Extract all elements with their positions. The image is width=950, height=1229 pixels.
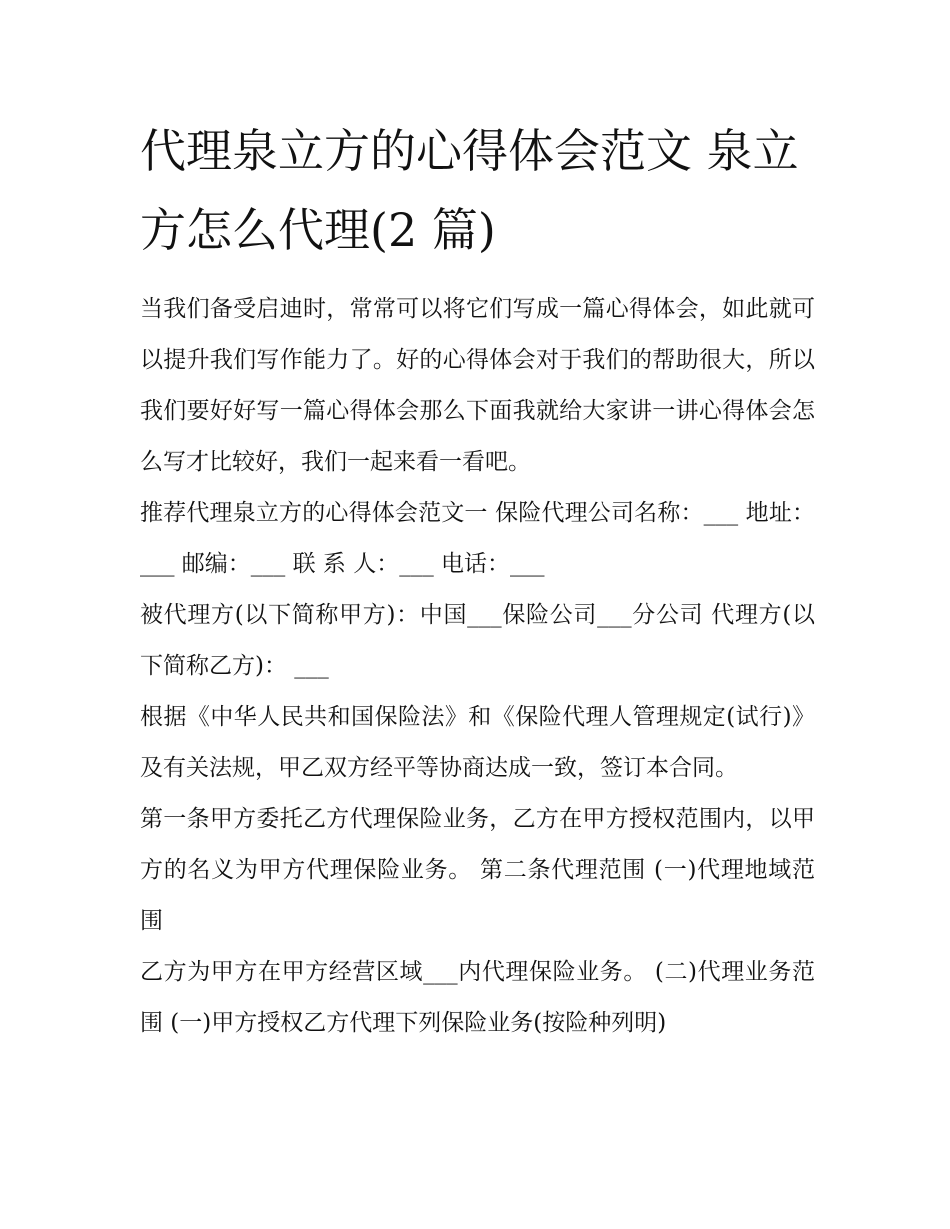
paragraph-company-info: 推荐代理泉立方的心得体会范文一 保险代理公司名称：___ 地址：___ 邮编：___ 联 系 人：___ 电话：___ [140, 500, 815, 577]
paragraph-scope: 乙方为甲方在甲方经营区域___内代理保险业务。 (二)代理业务范围 (一)甲方授权乙方代理下列保险业务(按险种列明) [140, 959, 815, 1036]
document-title: 代理泉立方的心得体会范文 泉立方怎么代理(2 篇) [140, 124, 799, 257]
paragraph-parties: 被代理方(以下简称甲方)：中国___保险公司___分公司 代理方(以下简称乙方)： ___ [140, 602, 815, 679]
paragraph-intro: 当我们备受启迪时，常常可以将它们写成一篇心得体会，如此就可以提升我们写作能力了。好的心得体会对于我们的帮助很大，所以我们要好好写一篇心得体会那么下面我就给大家讲一讲心得体会怎么写才比较好，我们一起来看一看吧。 [140, 296, 815, 475]
paragraph-article-one: 第一条甲方委托乙方代理保险业务，乙方在甲方授权范围内，以甲方的名义为甲方代理保险业务。 第二条代理范围 (一)代理地域范围 [140, 806, 815, 934]
document-page [140, 112, 815, 1049]
paragraph-legal-basis: 根据《中华人民共和国保险法》和《保险代理人管理规定(试行)》及有关法规，甲乙双方经平等协商达成一致，签订本合同。 [140, 704, 815, 781]
